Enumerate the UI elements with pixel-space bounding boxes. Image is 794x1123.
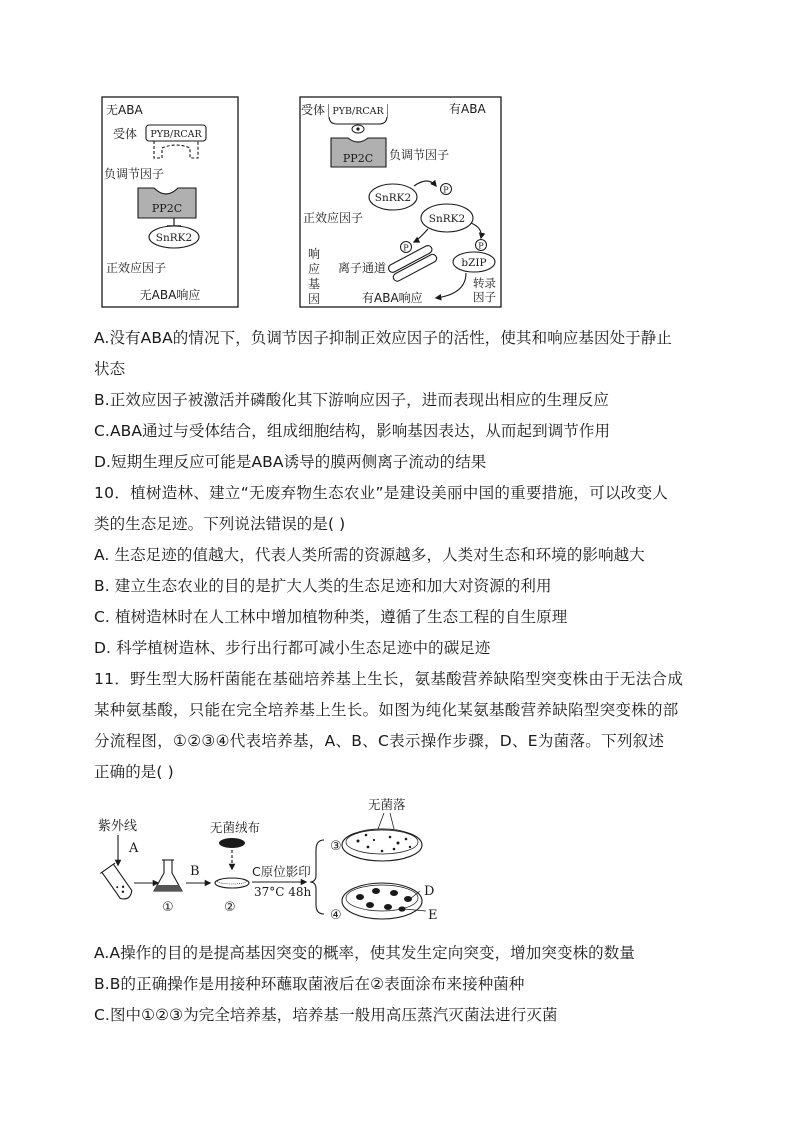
q10-option-b: B. 建立生态农业的目的是扩大人类的生态足迹和加大对资源的利用 bbox=[94, 577, 552, 595]
condition-label: 37°C 48h bbox=[254, 885, 312, 899]
q11-option-c: C.图中①②③为完全培养基，培养基一般用高压蒸汽灭菌法进行灭菌 bbox=[94, 1006, 558, 1024]
left-receptor-name: PYB/RCAR bbox=[150, 129, 202, 140]
right-panel-caption: 有ABA响应 bbox=[362, 291, 423, 305]
left-positive-factor-label: 正效应因子 bbox=[106, 261, 167, 275]
right-phospho-1-label: P bbox=[443, 185, 449, 195]
q9-option-a-line1: A.没有ABA的情况下，负调节因子抑制正效应因子的活性，使其和响应基因处于静止 bbox=[94, 329, 673, 347]
right-activation-arrow-2 bbox=[414, 229, 428, 242]
q11-option-a: A.A操作的目的是提高基因突变的概率，使其发生定向突变，增加突变株的数量 bbox=[94, 944, 635, 962]
step-a-label: A bbox=[129, 841, 139, 856]
aba-signaling-figure bbox=[96, 92, 506, 312]
q10-option-a: A. 生态足迹的值越大，代表人类所需的资源越多，人类对生态和环境的影响越大 bbox=[94, 546, 645, 564]
replica-plating-figure bbox=[94, 795, 454, 930]
circle-3-label: ③ bbox=[330, 839, 342, 854]
q11-stem-line4: 正确的是( ) bbox=[94, 763, 174, 781]
ion-channel-label: 离子通道 bbox=[338, 261, 387, 275]
tf-label-line2: 因子 bbox=[473, 290, 496, 304]
response-gene-char-4: 因 bbox=[308, 292, 321, 306]
q11-stem-line3: 分流程图，①②③④代表培养基，A、B、C表示操作步骤，D、E为菌落。下列叙述 bbox=[94, 732, 665, 750]
colony-e-label: E bbox=[428, 908, 438, 923]
bzip-phospho-label: P bbox=[478, 241, 484, 251]
velvet-shape bbox=[219, 838, 245, 848]
left-pp2c-label: PP2C bbox=[151, 202, 183, 215]
circle-1-label: ① bbox=[162, 900, 174, 915]
response-gene-char-2: 应 bbox=[308, 262, 321, 276]
tf-label-line1: 转录 bbox=[473, 276, 496, 290]
q10-stem-line2: 类的生态足迹。下列说法错误的是( ) bbox=[94, 515, 346, 533]
q9-option-c: C.ABA通过与受体结合，组成细胞结构，影响基因表达，从而起到调节作用 bbox=[94, 422, 611, 440]
branch-bracket bbox=[310, 840, 324, 914]
step-c-label: C原位影印 bbox=[252, 864, 311, 879]
left-panel-no-aba bbox=[102, 97, 238, 307]
right-negative-factor-label: 负调节因子 bbox=[389, 148, 450, 162]
left-panel-caption: 无ABA响应 bbox=[139, 288, 201, 302]
right-activation-arrow-3 bbox=[471, 223, 481, 238]
right-panel-with-aba bbox=[300, 97, 501, 307]
ion-channel-phospho-label: P bbox=[403, 243, 409, 253]
right-receptor-name: PYB/RCAR bbox=[332, 106, 384, 117]
q10-stem-line1: 10．植树造林、建立“无废弃物生态农业”是建设美丽中国的重要措施，可以改变人 bbox=[94, 484, 669, 502]
q10-option-d: D. 科学植树造林、步行出行都可减小生态足迹中的碳足迹 bbox=[94, 639, 491, 657]
uv-label: 紫外线 bbox=[98, 819, 138, 834]
bzip-label: bZIP bbox=[461, 257, 487, 269]
q9-option-a-line2: 状态 bbox=[94, 360, 126, 378]
right-snrk2-b-label: SnRK2 bbox=[428, 213, 466, 225]
circle-4-label: ④ bbox=[330, 908, 342, 923]
no-colony-pointer-2 bbox=[390, 813, 394, 829]
response-gene-char-1: 响 bbox=[308, 247, 321, 261]
right-panel-title: 有ABA bbox=[449, 102, 486, 116]
no-colony-pointer-1 bbox=[378, 813, 384, 829]
q11-stem-line1: 11．野生型大肠杆菌能在基础培养基上生长，氨基酸营养缺陷型突变株由于无法合成 bbox=[94, 670, 684, 688]
q9-option-d: D.短期生理反应可能是ABA诱导的膜两侧离子流动的结果 bbox=[94, 453, 487, 471]
plate-3 bbox=[342, 829, 422, 861]
left-receptor-label: 受体 bbox=[113, 127, 138, 141]
q10-option-c: C. 植树造林时在人工林中增加植物种类，遵循了生态工程的自生原理 bbox=[94, 608, 568, 626]
aba-figure-svg bbox=[96, 92, 506, 312]
right-snrk2-a-label: SnRK2 bbox=[374, 192, 412, 204]
right-receptor-label: 受体 bbox=[301, 103, 326, 117]
q11-stem-line2: 某种氨基酸，只能在完全培养基上生长。如图为纯化某氨基酸营养缺陷型突变株的部 bbox=[94, 701, 679, 719]
velvet-label: 无菌绒布 bbox=[210, 820, 261, 835]
step-b-label: B bbox=[190, 864, 200, 879]
right-activation-arrow-1 bbox=[414, 181, 436, 186]
response-gene-char-3: 基 bbox=[308, 277, 321, 291]
circle-2-label: ② bbox=[224, 900, 236, 915]
q9-option-b: B.正效应因子被激活并磷酸化其下游响应因子，进而表现出相应的生理反应 bbox=[94, 391, 609, 409]
left-receptor-dashed-legs bbox=[154, 141, 198, 158]
ion-channel-shape bbox=[387, 244, 438, 282]
q11-option-b: B.B的正确操作是用接种环蘸取菌液后在②表面涂布来接种菌种 bbox=[94, 975, 525, 993]
right-positive-factor-label: 正效应因子 bbox=[303, 211, 364, 225]
tf-response-arrow bbox=[436, 273, 466, 298]
right-pp2c-label: PP2C bbox=[342, 152, 374, 165]
colony-d-label: D bbox=[424, 884, 435, 899]
left-panel-title: 无ABA bbox=[106, 103, 143, 117]
plate-2 bbox=[215, 878, 249, 888]
test-tube bbox=[100, 863, 135, 903]
no-colony-label: 无菌落 bbox=[368, 797, 406, 812]
right-aba-dot bbox=[356, 127, 359, 130]
flask-1 bbox=[154, 860, 182, 891]
left-negative-factor-label: 负调节因子 bbox=[104, 167, 165, 181]
left-snrk2-label: SnRK2 bbox=[155, 232, 193, 244]
replica-figure-svg bbox=[94, 795, 454, 930]
